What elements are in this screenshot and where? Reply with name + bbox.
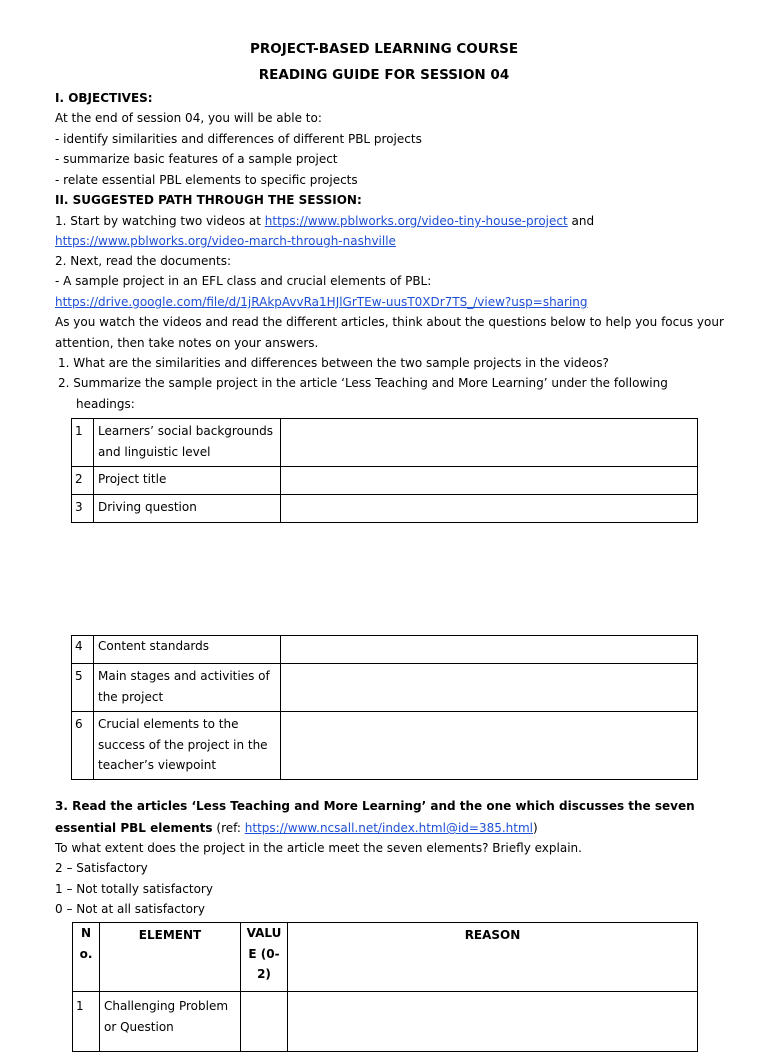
answer-cell[interactable] xyxy=(281,636,698,664)
reason-cell[interactable] xyxy=(288,992,698,1052)
table-row xyxy=(72,467,698,495)
answer-cell[interactable] xyxy=(281,712,698,780)
row-number: 5 xyxy=(72,664,94,712)
question-1-text: What are the similarities and differences between the two sample projects in the videos? xyxy=(73,356,609,370)
step2-text: 2. Next, read the documents: xyxy=(55,254,232,268)
answer-cell[interactable] xyxy=(281,467,698,495)
table-row xyxy=(72,419,698,467)
scale-item-1: 1 – Not totally satisfactory xyxy=(55,882,213,896)
row-number: 1 xyxy=(73,992,100,1052)
document-subtitle: READING GUIDE FOR SESSION 04 xyxy=(258,67,510,83)
header-no: No. xyxy=(73,923,100,992)
instruction-line-1: As you watch the videos and read the different articles, think about the questions below to help you focus your xyxy=(55,315,724,329)
summary-table-part1 xyxy=(71,418,698,523)
row-element: Challenging Problem or Question xyxy=(100,992,241,1052)
row-number: 3 xyxy=(72,495,94,523)
value-cell[interactable] xyxy=(241,992,288,1052)
scale-item-2: 2 – Satisfactory xyxy=(55,861,148,875)
question-2-continued: headings: xyxy=(76,397,135,411)
header-reason: REASON xyxy=(288,923,698,992)
row-number: 6 xyxy=(72,712,94,780)
table-row xyxy=(73,992,698,1052)
table-row xyxy=(72,664,698,712)
doc-label: - A sample project in an EFL class and crucial elements of PBL: xyxy=(55,274,432,288)
table-row xyxy=(72,495,698,523)
section3-line1: 3. Read the articles ‘Less Teaching and More Learning’ and the one which discusses the seven xyxy=(55,799,695,813)
section3-bold-text: essential PBL elements xyxy=(55,821,213,835)
answer-cell[interactable] xyxy=(281,664,698,712)
doc-link[interactable]: https://drive.google.com/file/d/1jRAkpAvvRa1HJlGrTEw-uusT0XDr7TS_/view?usp=sharing xyxy=(55,295,588,309)
objective-item-2: - summarize basic features of a sample project xyxy=(55,152,338,166)
section3-question: To what extent does the project in the article meet the seven elements? Briefly explain. xyxy=(55,841,582,855)
table-row xyxy=(72,636,698,664)
row-label: Content standards xyxy=(94,636,281,664)
doc-line xyxy=(55,294,588,310)
elements-table xyxy=(72,922,698,1052)
objectives-intro: At the end of session 04, you will be able to: xyxy=(55,111,322,125)
row-label: Driving question xyxy=(94,495,281,523)
row-label: Main stages and activities of the project xyxy=(94,664,281,712)
answer-cell[interactable] xyxy=(281,419,698,467)
row-number: 2 xyxy=(72,467,94,495)
section3-line2 xyxy=(55,820,538,836)
ref-prefix: (ref: xyxy=(212,821,245,835)
video2-link[interactable]: https://www.pblworks.org/video-march-through-nashville xyxy=(55,234,396,248)
row-number: 1 xyxy=(72,419,94,467)
answer-cell[interactable] xyxy=(281,495,698,523)
objectives-heading: I. OBJECTIVES: xyxy=(55,91,153,105)
header-element: ELEMENT xyxy=(100,923,241,992)
question-1-number: 1. xyxy=(58,356,70,370)
objective-item-3: - relate essential PBL elements to specific projects xyxy=(55,173,358,187)
step1-text: 1. Start by watching two videos at xyxy=(55,214,265,228)
question-2-number: 2. xyxy=(58,376,70,390)
row-label: Learners’ social backgrounds and linguistic level xyxy=(94,419,281,467)
objective-item-1: - identify similarities and differences of different PBL projects xyxy=(55,132,422,146)
ref-link[interactable]: https://www.ncsall.net/index.html@id=385.html xyxy=(244,821,534,835)
header-value: VALUE (0-2) xyxy=(241,923,288,992)
row-label: Project title xyxy=(94,467,281,495)
scale-item-0: 0 – Not at all satisfactory xyxy=(55,902,205,916)
video2-line xyxy=(55,233,396,249)
document-title: PROJECT-BASED LEARNING COURSE xyxy=(249,41,519,57)
table-header-row xyxy=(73,923,698,992)
instruction-line-2: attention, then take notes on your answers. xyxy=(55,336,319,350)
summary-table-part2 xyxy=(71,635,698,780)
question-1 xyxy=(58,355,609,371)
question-2 xyxy=(58,375,668,391)
question-2-text: Summarize the sample project in the article ‘Less Teaching and More Learning’ under the following xyxy=(73,376,668,390)
path-heading: II. SUGGESTED PATH THROUGH THE SESSION: xyxy=(55,193,362,207)
ref-suffix: ) xyxy=(533,821,538,835)
video1-link[interactable]: https://www.pblworks.org/video-tiny-house-project xyxy=(264,214,568,228)
row-number: 4 xyxy=(72,636,94,664)
step1-and: and xyxy=(567,214,595,228)
row-label: Crucial elements to the success of the project in the teacher’s viewpoint xyxy=(94,712,281,780)
table-row xyxy=(72,712,698,780)
step1-line xyxy=(55,213,594,229)
